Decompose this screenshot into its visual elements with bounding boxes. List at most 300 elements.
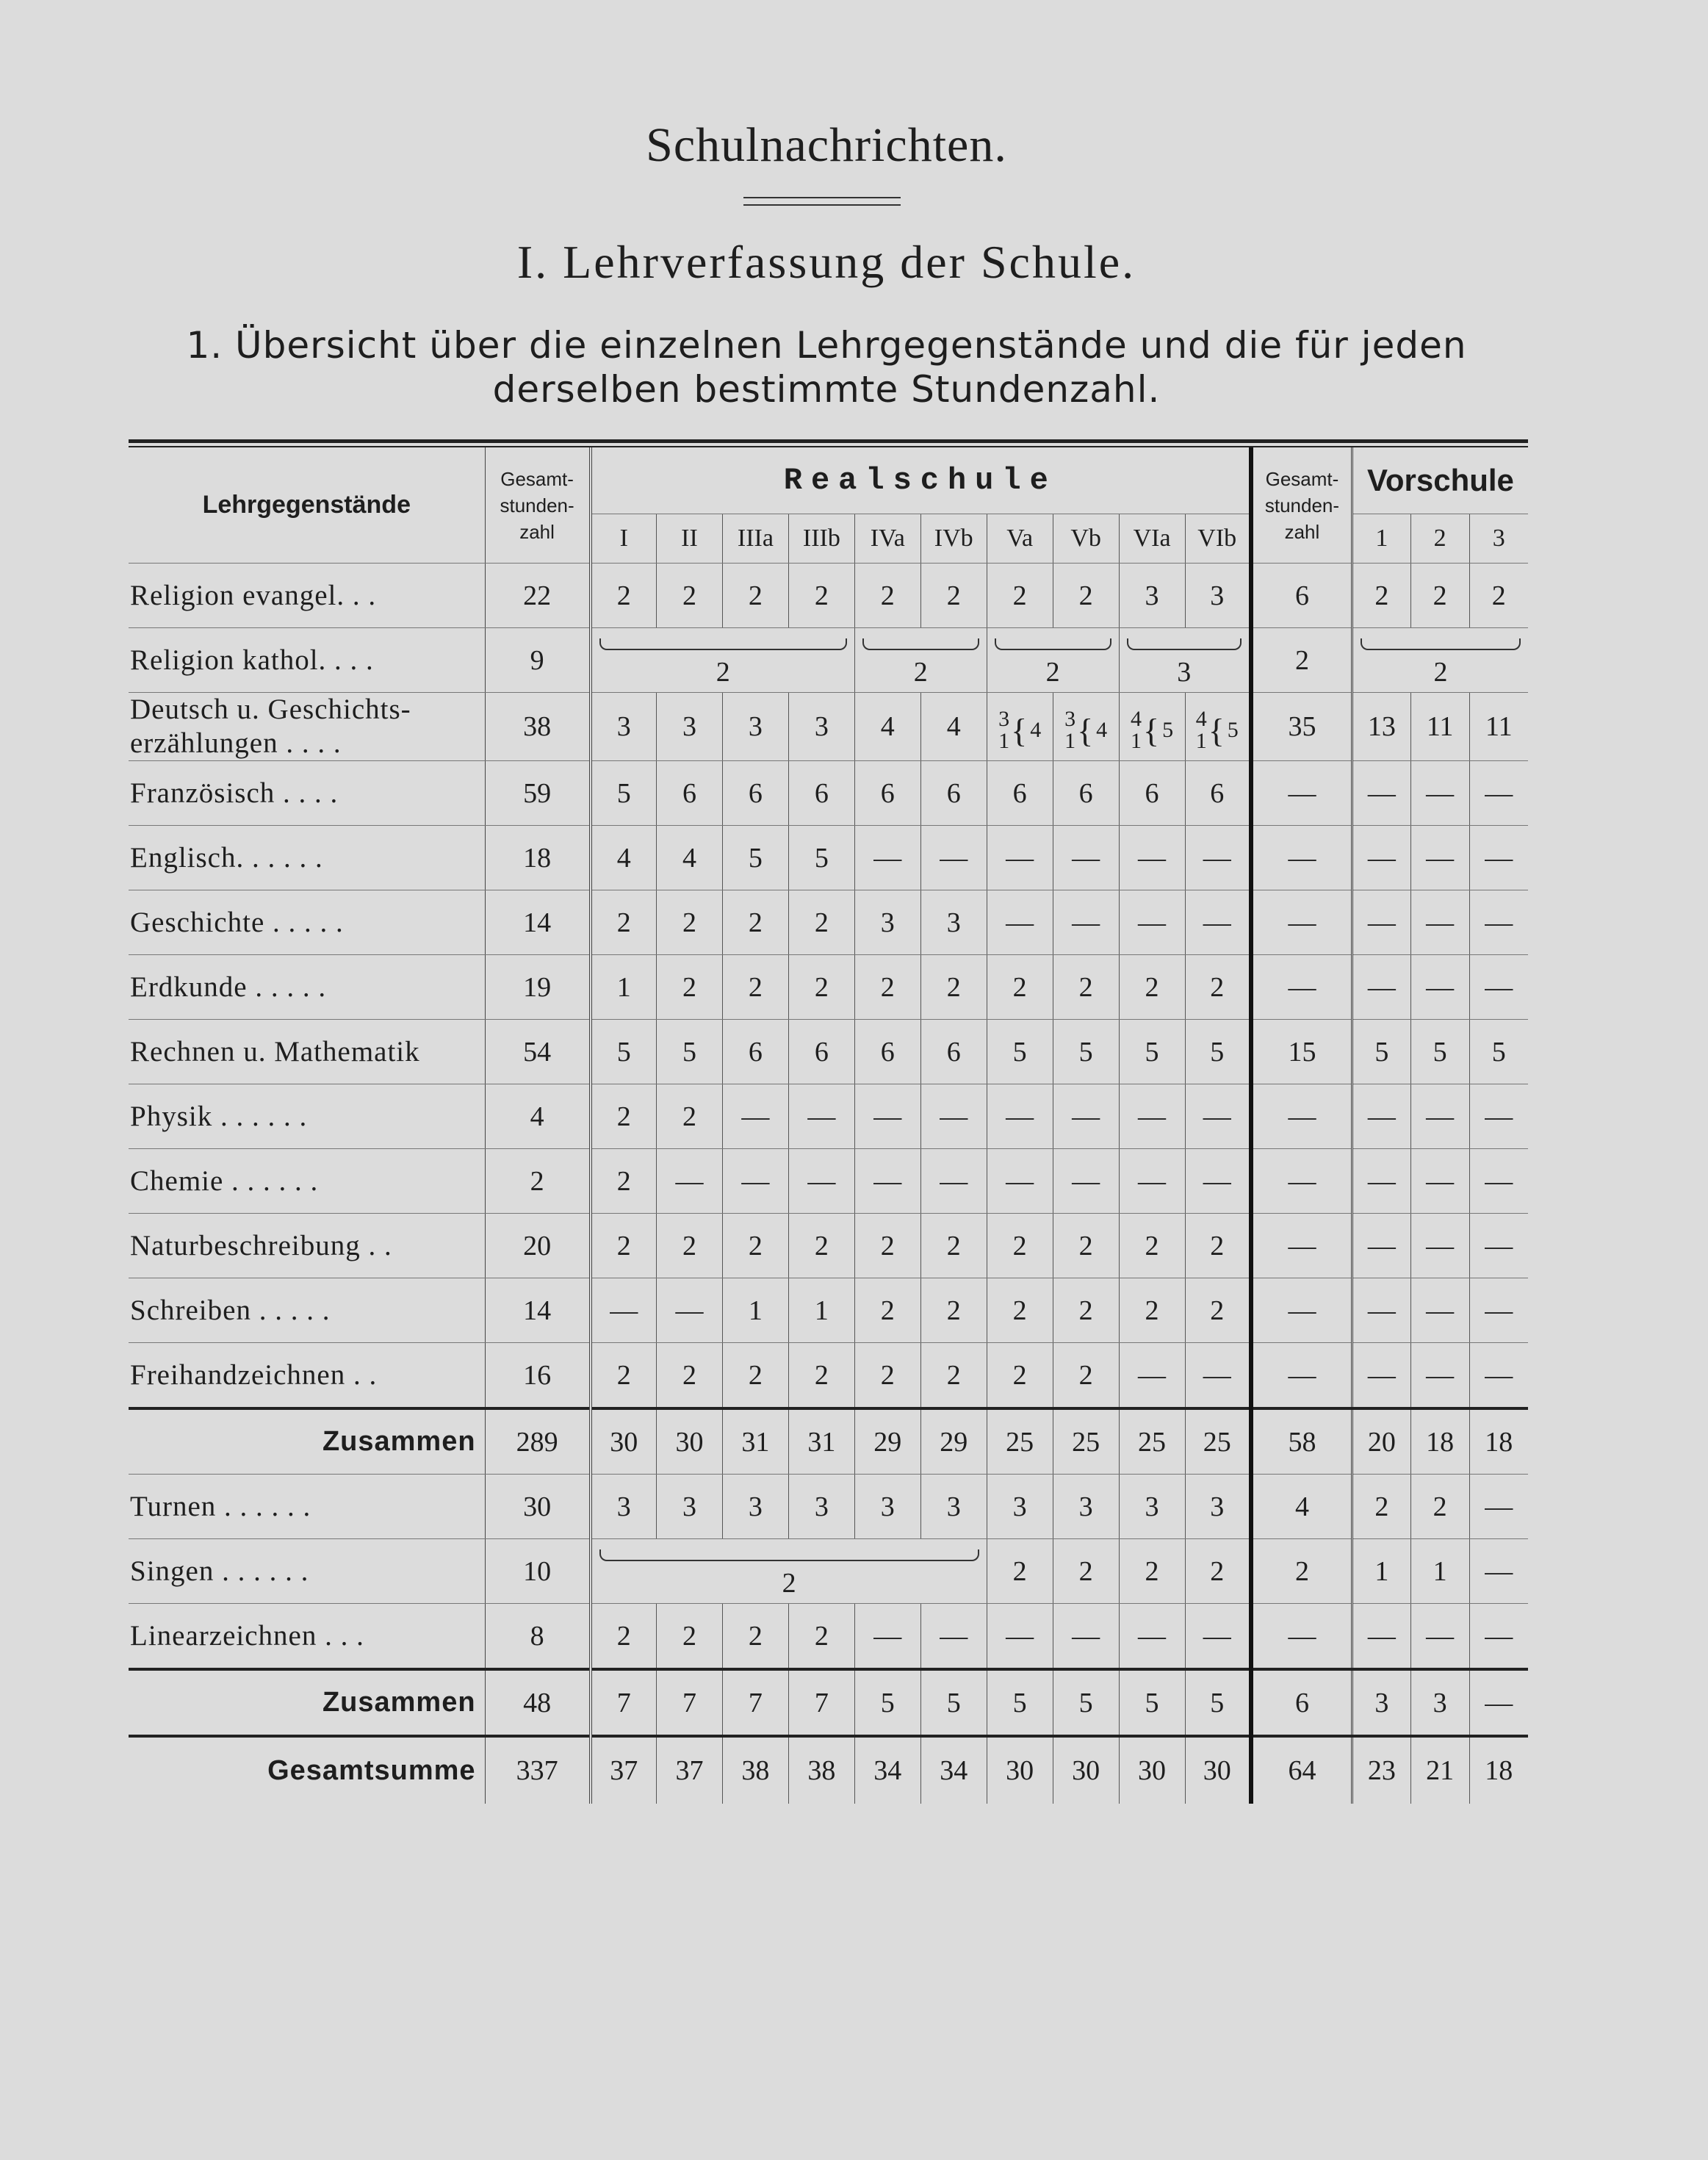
hours-cell: — [1251,955,1352,1020]
section-heading: I. Lehrverfassung der Schule. [516,236,1136,288]
split-hours-bottom: 1 [998,729,1010,753]
hours-cell: — [987,1084,1053,1149]
subject-name: Erdkunde . . . . . [129,955,485,1020]
hours-cell: 6 [854,761,920,826]
hours-cell: — [854,1084,920,1149]
lesson-hours-table [129,447,1528,1804]
hours-cell: 6 [788,1020,854,1084]
hours-cell: — [1352,1343,1410,1409]
table-row [129,1020,1528,1084]
group-brace [1127,638,1242,650]
hours-cell: 4 [854,693,920,761]
hours-cell: — [1469,826,1528,890]
total-hours-cell: 38 [485,693,591,761]
hours-cell: 58 [1251,1408,1352,1475]
hours-cell: — [1251,1604,1352,1670]
hours-cell: — [1185,890,1251,955]
hours-cell: — [1352,1214,1410,1278]
hours-cell: 5 [788,826,854,890]
total-hours-cell: 14 [485,1278,591,1343]
hours-cell: 5 [1185,1669,1251,1736]
subject-name: Geschichte . . . . . [129,890,485,955]
class-header-via: VIa [1119,514,1185,564]
hours-cell: 1 [1410,1539,1469,1604]
hours-cell: 3 [920,890,987,955]
hours-cell: 6 [854,1020,920,1084]
table-row [129,1736,1528,1804]
hours-cell: — [1352,761,1410,826]
hours-cell: 2 [591,564,657,628]
split-brace-glyph: { [1208,711,1225,749]
hours-cell: 5 [1185,1020,1251,1084]
hours-cell: 3 [722,693,788,761]
hours-cell: 2 [1119,955,1185,1020]
hours-cell: 3 [1410,1669,1469,1736]
hours-cell: 2 [657,1604,723,1670]
hours-cell: — [1251,1343,1352,1409]
hours-cell: 2 [1119,1214,1185,1278]
hours-cell: — [1352,955,1410,1020]
table-row [129,1604,1528,1670]
grouped-hours-cell [854,628,987,693]
hours-cell: 3 [1053,1475,1119,1539]
vorschule-header-3: 3 [1469,514,1528,564]
hours-cell: 38 [722,1736,788,1804]
table-row [129,628,1528,693]
hours-cell: — [1053,1084,1119,1149]
hours-cell: — [1185,1084,1251,1149]
hours-cell: 18 [1469,1408,1528,1475]
hours-cell: — [1410,1278,1469,1343]
header-realschule: Realschule [591,447,1251,514]
hours-cell: 2 [1053,1214,1119,1278]
hours-cell: 6 [788,761,854,826]
hours-cell: 13 [1352,693,1410,761]
hours-cell: 30 [1053,1736,1119,1804]
class-header-iiia: IIIa [722,514,788,564]
hours-cell: 5 [1469,1020,1528,1084]
group-brace [599,1549,979,1561]
hours-cell: 2 [920,955,987,1020]
header-total-vorschule: Gesamt-stunden-zahl [1251,447,1352,564]
hours-cell: 2 [591,1149,657,1214]
hours-cell: 2 [920,1278,987,1343]
hours-cell: 3 [1185,1475,1251,1539]
hours-cell: 2 [657,955,723,1020]
class-header-va: Va [987,514,1053,564]
hours-cell: 3 [591,1475,657,1539]
hours-cell: — [920,1604,987,1670]
hours-cell: 2 [1469,564,1528,628]
table-row [129,1214,1528,1278]
table-row [129,1149,1528,1214]
hours-cell: — [1352,890,1410,955]
hours-cell: 25 [987,1408,1053,1475]
hours-cell: — [722,1084,788,1149]
hours-cell: 2 [1410,1475,1469,1539]
hours-cell: 1 [1352,1539,1410,1604]
hours-cell: — [1053,826,1119,890]
split-hours-sum: 4 [1030,718,1042,742]
hours-cell: — [920,826,987,890]
hours-cell: 3 [788,693,854,761]
hours-cell: 64 [1251,1736,1352,1804]
split-hours-sum: 5 [1162,718,1174,742]
class-header-ii: II [657,514,723,564]
hours-cell: 25 [1053,1408,1119,1475]
hours-cell: 6 [1251,564,1352,628]
hours-cell: — [1185,1343,1251,1409]
hours-cell: 31 [788,1408,854,1475]
hours-cell: 3 [1185,564,1251,628]
hours-cell: 6 [1053,761,1119,826]
hours-cell: 2 [591,1084,657,1149]
hours-cell: 2 [657,1084,723,1149]
hours-cell: — [1053,1149,1119,1214]
hours-cell: — [987,826,1053,890]
split-hours-top: 4 [1131,707,1142,731]
hours-cell: — [1119,1343,1185,1409]
class-header-i: I [591,514,657,564]
hours-cell: — [1185,1149,1251,1214]
table-row [129,1084,1528,1149]
hours-cell: 6 [1119,761,1185,826]
hours-cell: — [1251,890,1352,955]
hours-cell: — [1251,826,1352,890]
total-hours-cell: 289 [485,1408,591,1475]
split-hours-top: 4 [1195,707,1207,731]
hours-cell: 2 [920,564,987,628]
page-title: Schulnachrichten. [646,118,1007,172]
hours-cell: — [1410,955,1469,1020]
total-hours-cell: 20 [485,1214,591,1278]
hours-cell: 2 [1053,1343,1119,1409]
hours-cell: 3 [788,1475,854,1539]
hours-cell: — [1410,1604,1469,1670]
hours-cell: 2 [722,1214,788,1278]
hours-cell: 30 [1119,1736,1185,1804]
split-hours-sum: 4 [1096,718,1108,742]
total-hours-cell: 16 [485,1343,591,1409]
hours-cell: — [1410,761,1469,826]
hours-cell: 30 [657,1408,723,1475]
hours-cell: 30 [987,1736,1053,1804]
split-brace-glyph: { [1011,711,1028,749]
hours-cell: 3 [657,693,723,761]
hours-cell: 2 [657,564,723,628]
split-hours-parts [1064,708,1075,752]
split-hours-cell [987,693,1053,761]
grouped-hours-value: 2 [716,656,730,688]
group-brace [1361,638,1521,650]
grouped-hours-value: 2 [913,656,928,688]
hours-cell: — [1185,826,1251,890]
table-row [129,1669,1528,1736]
total-hours-cell: 54 [485,1020,591,1084]
subject-name: Religion kathol. . . . [129,628,485,693]
hours-cell: 7 [591,1669,657,1736]
table-row [129,955,1528,1020]
total-hours-cell: 48 [485,1669,591,1736]
subject-name: Religion evangel. . . [129,564,485,628]
hours-cell: 3 [854,1475,920,1539]
total-hours-cell: 2 [485,1149,591,1214]
hours-cell: 6 [1251,1669,1352,1736]
table-row [129,1539,1528,1604]
hours-cell: 2 [854,1278,920,1343]
hours-cell: 2 [788,890,854,955]
hours-cell: 35 [1251,693,1352,761]
subject-name: Zusammen [129,1669,485,1736]
hours-cell: 38 [788,1736,854,1804]
hours-cell: 11 [1410,693,1469,761]
hours-cell: 5 [1053,1669,1119,1736]
total-hours-cell: 59 [485,761,591,826]
header-total-realschule: Gesamt-stunden-zahl [485,447,591,564]
subject-name: Naturbeschreibung . . [129,1214,485,1278]
hours-cell: — [591,1278,657,1343]
split-hours-cell [1119,693,1185,761]
hours-cell: 6 [722,1020,788,1084]
table-row [129,826,1528,890]
hours-cell: — [854,1604,920,1670]
hours-cell: — [657,1149,723,1214]
hours-cell: — [1251,1214,1352,1278]
hours-cell: 5 [1352,1020,1410,1084]
hours-cell: — [1119,1604,1185,1670]
split-hours-cell [1053,693,1119,761]
hours-cell: — [1469,1475,1528,1539]
hours-cell: 2 [788,955,854,1020]
hours-cell: 21 [1410,1736,1469,1804]
total-hours-cell: 18 [485,826,591,890]
subsection-heading [118,323,1535,411]
grouped-hours-cell [1352,628,1528,693]
hours-cell: 3 [920,1475,987,1539]
hours-cell: 25 [1119,1408,1185,1475]
subsection-heading-line-1: 1. Übersicht über die einzelnen Lehrgegenstände und die für jeden [186,324,1467,367]
hours-cell: 2 [1053,1539,1119,1604]
hours-cell: 1 [788,1278,854,1343]
hours-cell: — [1251,761,1352,826]
hours-cell: — [854,826,920,890]
total-hours-cell: 337 [485,1736,591,1804]
hours-cell: 2 [722,1604,788,1670]
hours-cell: 2 [591,1214,657,1278]
split-hours-parts [1131,708,1142,752]
table-row [129,761,1528,826]
hours-cell: 5 [591,761,657,826]
subject-name: Turnen . . . . . . [129,1475,485,1539]
grouped-hours-cell [591,1539,987,1604]
hours-cell: — [1119,826,1185,890]
hours-cell: 4 [657,826,723,890]
hours-cell: 2 [1251,1539,1352,1604]
hours-cell: 11 [1469,693,1528,761]
split-hours [1196,708,1239,752]
hours-cell: — [1251,1278,1352,1343]
hours-cell: 2 [854,955,920,1020]
hours-cell: 3 [1119,564,1185,628]
hours-cell: 2 [854,1343,920,1409]
hours-cell: 29 [854,1408,920,1475]
total-hours-cell: 10 [485,1539,591,1604]
hours-cell: 7 [657,1669,723,1736]
table-row [129,1343,1528,1409]
hours-cell: 2 [1352,564,1410,628]
grouped-hours-value: 2 [1045,656,1060,688]
vorschule-header-1: 1 [1352,514,1410,564]
grouped-hours-value: 2 [782,1567,796,1599]
hours-cell: 7 [788,1669,854,1736]
hours-cell: 3 [854,890,920,955]
hours-cell: 6 [920,761,987,826]
subject-name: Zusammen [129,1408,485,1475]
table-row [129,890,1528,955]
hours-cell: 2 [591,890,657,955]
hours-cell: 3 [1352,1669,1410,1736]
hours-cell: 2 [591,1343,657,1409]
grouped-hours-value: 3 [1177,656,1192,688]
hours-cell: 5 [854,1669,920,1736]
hours-cell: — [722,1149,788,1214]
total-hours-cell: 22 [485,564,591,628]
hours-cell: 3 [722,1475,788,1539]
hours-cell: — [1251,1149,1352,1214]
hours-cell: — [920,1084,987,1149]
table-body [129,564,1528,1804]
table-row [129,1408,1528,1475]
total-hours-cell: 9 [485,628,591,693]
hours-cell: 4 [920,693,987,761]
hours-cell: 2 [657,890,723,955]
subject-name: Rechnen u. Mathematik [129,1020,485,1084]
split-hours-sum: 5 [1227,718,1239,742]
split-brace-glyph: { [1143,711,1160,749]
hours-cell: — [1352,826,1410,890]
grouped-hours-cell [987,628,1119,693]
hours-cell: 2 [1053,564,1119,628]
subject-name: Chemie . . . . . . [129,1149,485,1214]
hours-cell: 37 [657,1736,723,1804]
split-hours-bottom: 1 [1195,729,1207,753]
hours-cell: 2 [788,1214,854,1278]
hours-cell: 2 [1352,1475,1410,1539]
hours-cell: — [1352,1149,1410,1214]
hours-cell: 2 [1053,955,1119,1020]
hours-cell: 5 [920,1669,987,1736]
group-brace [862,638,979,650]
hours-cell: — [1410,1084,1469,1149]
hours-cell: 5 [591,1020,657,1084]
hours-cell: 5 [987,1020,1053,1084]
hours-cell: — [1469,1214,1528,1278]
hours-cell: 5 [722,826,788,890]
hours-cell: 2 [987,955,1053,1020]
lesson-hours-table-container [129,439,1528,1804]
hours-cell: 30 [1185,1736,1251,1804]
hours-cell: 2 [987,564,1053,628]
hours-cell: 5 [1119,1669,1185,1736]
subject-name: Schreiben . . . . . [129,1278,485,1343]
hours-cell: — [1469,1539,1528,1604]
hours-cell: 2 [657,1343,723,1409]
subject-name: Freihandzeichnen . . [129,1343,485,1409]
hours-cell: — [854,1149,920,1214]
class-header-vib: VIb [1185,514,1251,564]
hours-cell: 2 [1185,1214,1251,1278]
hours-cell: 2 [1119,1539,1185,1604]
hours-cell: 18 [1410,1408,1469,1475]
hours-cell: — [1410,1149,1469,1214]
hours-cell: 2 [657,1214,723,1278]
hours-cell: 2 [722,1343,788,1409]
hours-cell: 5 [1119,1020,1185,1084]
hours-cell: 2 [1185,955,1251,1020]
hours-cell: — [1410,1343,1469,1409]
hours-cell: 2 [1053,1278,1119,1343]
hours-cell: 37 [591,1736,657,1804]
hours-cell: 2 [788,1343,854,1409]
hours-cell: 6 [722,761,788,826]
hours-cell: — [987,1604,1053,1670]
subject-name: Linearzeichnen . . . [129,1604,485,1670]
header-subjects: Lehrgegenstände [129,447,485,564]
hours-cell: — [1469,1278,1528,1343]
hours-cell: 1 [722,1278,788,1343]
hours-cell: 2 [920,1343,987,1409]
table-row [129,693,1528,761]
total-hours-cell: 4 [485,1084,591,1149]
split-hours [1064,708,1107,752]
hours-cell: 4 [591,826,657,890]
hours-cell: 2 [1410,564,1469,628]
split-brace-glyph: { [1077,711,1094,749]
grouped-hours-cell [591,628,855,693]
table-row [129,564,1528,628]
split-hours-top: 3 [1064,707,1076,731]
hours-cell: 2 [854,1214,920,1278]
grouped-hours-value: 2 [1433,656,1448,688]
hours-cell: 2 [591,1604,657,1670]
hours-cell: — [1469,1604,1528,1670]
hours-cell: — [657,1278,723,1343]
hours-cell: 5 [1053,1020,1119,1084]
hours-cell: 5 [987,1669,1053,1736]
hours-cell: — [1469,1343,1528,1409]
hours-cell: — [1410,890,1469,955]
total-hours-cell: 14 [485,890,591,955]
hours-cell: — [987,890,1053,955]
class-header-iva: IVa [854,514,920,564]
split-hours-cell [1185,693,1251,761]
hours-cell: 3 [987,1475,1053,1539]
grouped-hours-cell [1119,628,1251,693]
hours-cell: 3 [591,693,657,761]
hours-cell: — [788,1149,854,1214]
hours-cell: — [1352,1604,1410,1670]
hours-cell: 29 [920,1408,987,1475]
hours-cell: 6 [1185,761,1251,826]
hours-cell: 30 [591,1408,657,1475]
hours-cell: 4 [1251,1475,1352,1539]
hours-cell: — [1352,1084,1410,1149]
hours-cell: 2 [722,890,788,955]
hours-cell: 2 [987,1539,1053,1604]
hours-cell: — [1469,890,1528,955]
hours-cell: — [1352,1278,1410,1343]
hours-cell: — [1469,1149,1528,1214]
